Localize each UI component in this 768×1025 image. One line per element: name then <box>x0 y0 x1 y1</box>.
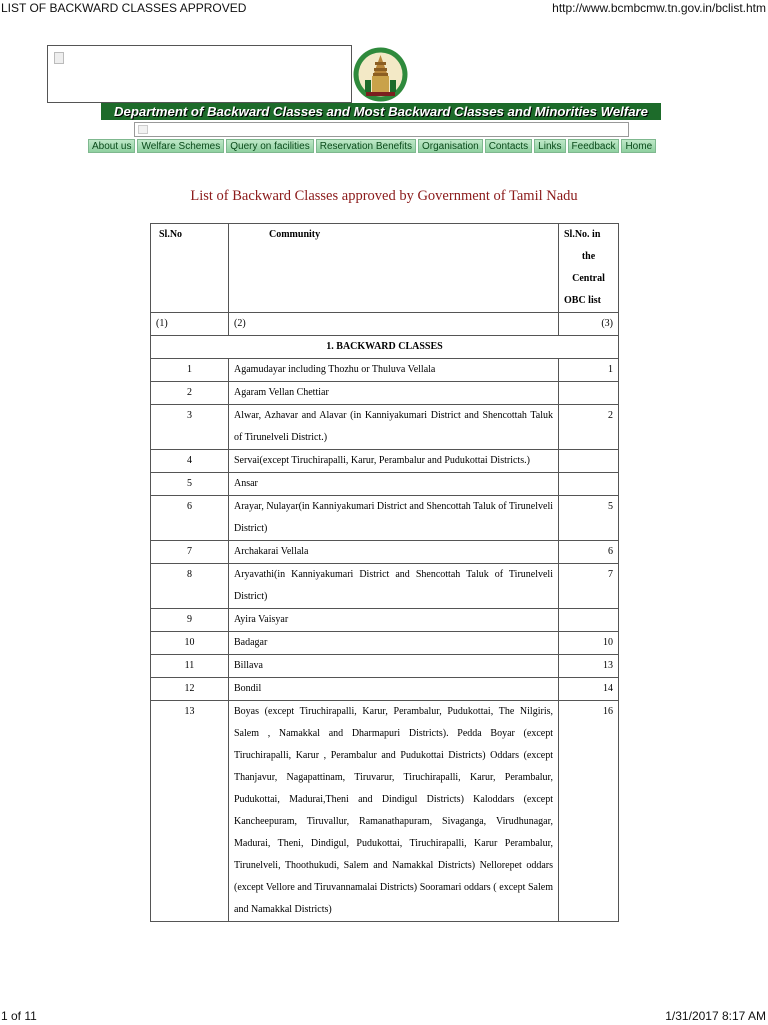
header-central-obc <box>559 224 619 313</box>
row-central-number: 1 <box>559 359 619 382</box>
row-slno: 8 <box>151 564 229 609</box>
table-row <box>151 541 619 564</box>
row-community: Arayar, Nulayar(in Kanniyakumari District and Shencottah Taluk of Tirunelveli District) <box>229 496 559 541</box>
row-central-number: 5 <box>559 496 619 541</box>
row-central-number: 13 <box>559 655 619 678</box>
row-slno: 5 <box>151 473 229 496</box>
row-central-number: 10 <box>559 632 619 655</box>
row-community: Ayira Vaisyar <box>229 609 559 632</box>
row-community: Boyas (except Tiruchirapalli, Karur, Perambalur, Pudukottai, The Nilgiris, Salem , Namakkal and Dharmapuri Districts). Pedda Boyar (except Tiruchirapalli, Karur , Perambalur and Pudukottai Districts) Oddars (except Thanjavur, Nagapattinam, Tiruvarur, Tiruchirapalli, Karur, Perambalur, Pudukottai, Madurai,Theni and Dindigul Districts) Kaloddars (except Kancheepuram, Tiruvallur, Ramanathapuram, Sivaganga, Virudhunagar, Madurai, Theni, Dindigul, Pudukottai, Tiruchirapalli, Karur Perambalur, Tirunelveli, Thoothukudi, Salem and Namakkal Districts) Nellorepet oddars (except Vellore and Tiruvannamalai Districts) Sooramari oddars ( except Salem and Namakkal Districts) <box>229 701 559 922</box>
nav-query-on-facilities[interactable]: Query on facilities <box>226 139 313 153</box>
row-slno: 13 <box>151 701 229 922</box>
row-central-number: 7 <box>559 564 619 609</box>
column-number: (1) <box>151 313 229 336</box>
row-community: Servai(except Tiruchirapalli, Karur, Perambalur and Pudukottai Districts.) <box>229 450 559 473</box>
row-slno: 7 <box>151 541 229 564</box>
nav-reservation-benefits[interactable]: Reservation Benefits <box>316 139 416 153</box>
section-header-row <box>151 336 619 359</box>
row-central-number: 14 <box>559 678 619 701</box>
nav-contacts[interactable]: Contacts <box>485 139 532 153</box>
row-slno: 6 <box>151 496 229 541</box>
column-number: (3) <box>559 313 619 336</box>
row-community: Archakarai Vellala <box>229 541 559 564</box>
print-page-url: http://www.bcmbcmw.tn.gov.in/bclist.htm <box>552 1 766 15</box>
header-central-line: OBC list <box>564 295 601 306</box>
row-central-number <box>559 473 619 496</box>
nav-links[interactable]: Links <box>534 139 565 153</box>
nav-feedback[interactable]: Feedback <box>568 139 620 153</box>
table-row <box>151 382 619 405</box>
table-row <box>151 473 619 496</box>
row-community: Agaram Vellan Chettiar <box>229 382 559 405</box>
department-title-banner: Department of Backward Classes and Most Backward Classes and Minorities Welfare <box>101 103 661 120</box>
row-slno: 1 <box>151 359 229 382</box>
row-community: Alwar, Azhavar and Alavar (in Kanniyakumari District and Shencottah Taluk of Tirunelveli District.) <box>229 405 559 450</box>
table-row <box>151 359 619 382</box>
table-row <box>151 655 619 678</box>
table-header-row <box>151 224 619 313</box>
nav-welfare-schemes[interactable]: Welfare Schemes <box>137 139 224 153</box>
header-central-line: Sl.No. in <box>564 229 601 240</box>
print-page-title: LIST OF BACKWARD CLASSES APPROVED <box>1 1 247 15</box>
table-row <box>151 678 619 701</box>
row-slno: 3 <box>151 405 229 450</box>
row-central-number <box>559 609 619 632</box>
row-central-number: 2 <box>559 405 619 450</box>
banner-image-placeholder <box>47 45 352 103</box>
table-row <box>151 564 619 609</box>
header-community: Community <box>229 224 559 313</box>
print-page-number: 1 of 11 <box>1 1009 37 1023</box>
row-community: Billava <box>229 655 559 678</box>
column-number-row <box>151 313 619 336</box>
row-central-number <box>559 382 619 405</box>
broken-image-icon <box>138 125 148 134</box>
header-central-line: the <box>581 251 596 262</box>
row-community: Aryavathi(in Kanniyakumari District and Shencottah Taluk of Tirunelveli District) <box>229 564 559 609</box>
row-slno: 11 <box>151 655 229 678</box>
header-slno: Sl.No <box>151 224 229 313</box>
backward-classes-table <box>150 223 619 922</box>
search-input[interactable] <box>134 122 629 137</box>
section-title: 1. BACKWARD CLASSES <box>151 336 619 359</box>
row-central-number: 16 <box>559 701 619 922</box>
table-row <box>151 496 619 541</box>
page-title: List of Backward Classes approved by Government of Tamil Nadu <box>190 188 578 204</box>
print-footer <box>0 1009 768 1025</box>
table-row <box>151 609 619 632</box>
row-slno: 2 <box>151 382 229 405</box>
nav-organisation[interactable]: Organisation <box>418 139 483 153</box>
table-row <box>151 450 619 473</box>
table-row <box>151 701 619 922</box>
header-central-line: Central <box>572 273 605 284</box>
row-slno: 9 <box>151 609 229 632</box>
print-datetime: 1/31/2017 8:17 AM <box>665 1009 766 1023</box>
row-community: Badagar <box>229 632 559 655</box>
table-row <box>151 405 619 450</box>
row-community: Ansar <box>229 473 559 496</box>
print-header <box>0 1 768 17</box>
row-slno: 10 <box>151 632 229 655</box>
nav-home[interactable]: Home <box>621 139 656 153</box>
table-row <box>151 632 619 655</box>
row-community: Bondil <box>229 678 559 701</box>
row-central-number <box>559 450 619 473</box>
nav-about-us[interactable]: About us <box>88 139 135 153</box>
column-number: (2) <box>229 313 559 336</box>
row-central-number: 6 <box>559 541 619 564</box>
main-navigation <box>88 139 676 153</box>
tamil-nadu-emblem-icon <box>352 46 409 103</box>
row-slno: 12 <box>151 678 229 701</box>
row-community: Agamudayar including Thozhu or Thuluva Vellala <box>229 359 559 382</box>
broken-image-icon <box>54 52 64 64</box>
row-slno: 4 <box>151 450 229 473</box>
